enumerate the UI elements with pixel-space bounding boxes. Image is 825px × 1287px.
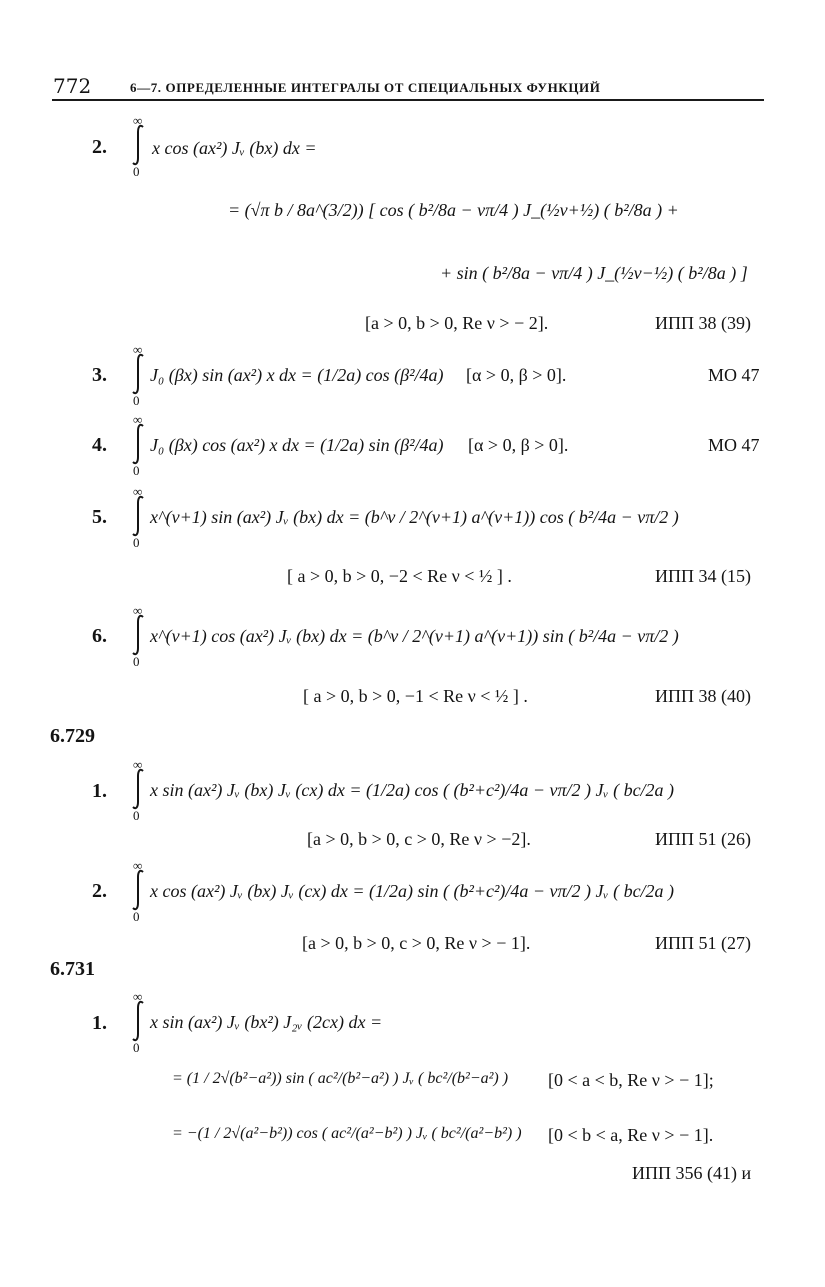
integral-sign-icon <box>130 423 146 465</box>
integral-lower-limit: 0 <box>133 393 140 408</box>
integral-upper-limit: ∞ <box>133 858 143 873</box>
reference: МО 47 <box>708 365 760 385</box>
formula: J₀ (βx) cos (ax²) x dx = (1/2a) sin (β²/4a) <box>150 435 444 455</box>
formula-line: + sin ( b²/8a − νπ/4 ) J_(½ν−½) ( b²/8a ) ] <box>440 263 748 283</box>
integral-sign-icon <box>130 353 146 395</box>
entry-number: 2. <box>92 136 107 158</box>
integral-upper-limit: ∞ <box>133 113 143 128</box>
reference: ИПП 51 (26) <box>655 829 751 849</box>
integral-sign-icon <box>130 495 146 537</box>
reference: МО 47 <box>708 435 760 455</box>
entry-number: 6. <box>92 625 107 647</box>
integral-upper-limit: ∞ <box>133 342 143 357</box>
integral-lower-limit: 0 <box>133 463 140 478</box>
formula-line: x sin (ax²) Jᵥ (bx²) J₂ᵥ (2cx) dx = <box>150 1012 383 1032</box>
condition: [α > 0, β > 0]. <box>466 365 567 385</box>
running-title: 6—7. ОПРЕДЕЛЕННЫЕ ИНТЕГРАЛЫ ОТ СПЕЦИАЛЬНЫХ ФУНКЦИЙ <box>130 80 601 95</box>
integral-sign-icon <box>130 614 146 656</box>
integral-upper-limit: ∞ <box>133 603 143 618</box>
integral-sign-icon <box>130 124 146 166</box>
entry-number: 1. <box>92 1012 107 1034</box>
formula-line: = −(1 / 2√(a²−b²)) cos ( ac²/(a²−b²) ) Jᵥ ( bc²/(a²−b²) ) <box>172 1125 522 1142</box>
integral-upper-limit: ∞ <box>133 757 143 772</box>
entry-number: 3. <box>92 364 107 386</box>
condition: [0 < b < a, Re ν > − 1]. <box>548 1125 714 1145</box>
condition: [a > 0, b > 0, Re ν > − 2]. <box>365 313 549 333</box>
formula: J₀ (βx) sin (ax²) x dx = (1/2a) cos (β²/4a) <box>150 365 444 385</box>
condition: [α > 0, β > 0]. <box>468 435 569 455</box>
formula-line: = (√π b / 8a^(3/2)) [ cos ( b²/8a − νπ/4 ) J_(½ν+½) ( b²/8a ) + <box>228 200 679 220</box>
integral-lower-limit: 0 <box>133 909 140 924</box>
condition: [a > 0, b > 0, c > 0, Re ν > − 1]. <box>302 933 531 953</box>
integral-sign-icon <box>130 869 146 911</box>
integral-sign-icon <box>130 1000 146 1042</box>
integral-lower-limit: 0 <box>133 1040 140 1055</box>
section-number: 6.731 <box>50 958 95 980</box>
reference: ИПП 38 (40) <box>655 686 751 706</box>
formula: x^(ν+1) sin (ax²) Jᵥ (bx) dx = (b^ν / 2^(ν+1) a^(ν+1)) cos ( b²/4a − νπ/2 ) <box>150 507 679 527</box>
integral-upper-limit: ∞ <box>133 989 143 1004</box>
entry-number: 4. <box>92 434 107 456</box>
reference: ИПП 356 (41) и <box>632 1163 752 1183</box>
page-number: 772 <box>53 74 92 98</box>
formula: x cos (ax²) Jᵥ (bx) Jᵥ (cx) dx = (1/2a) sin ( (b²+c²)/4a − νπ/2 ) Jᵥ ( bc/2a ) <box>150 881 675 901</box>
integral-upper-limit: ∞ <box>133 484 143 499</box>
condition: [0 < a < b, Re ν > − 1]; <box>548 1070 714 1090</box>
reference: ИПП 51 (27) <box>655 933 751 953</box>
entry-number: 2. <box>92 880 107 902</box>
section-number: 6.729 <box>50 725 95 747</box>
entry-number: 1. <box>92 780 107 802</box>
condition: [a > 0, b > 0, c > 0, Re ν > −2]. <box>307 829 531 849</box>
reference: ИПП 34 (15) <box>655 566 751 586</box>
entry-number: 5. <box>92 506 107 528</box>
integral-lower-limit: 0 <box>133 164 140 179</box>
formula-line: = (1 / 2√(b²−a²)) sin ( ac²/(b²−a²) ) Jᵥ ( bc²/(b²−a²) ) <box>172 1070 509 1087</box>
header-rule <box>52 99 764 101</box>
integral-lower-limit: 0 <box>133 808 140 823</box>
formula-line: x cos (ax²) Jᵥ (bx) dx = <box>152 138 317 158</box>
integral-lower-limit: 0 <box>133 654 140 669</box>
integral-sign-icon <box>130 768 146 810</box>
formula: x sin (ax²) Jᵥ (bx) Jᵥ (cx) dx = (1/2a) cos ( (b²+c²)/4a − νπ/2 ) Jᵥ ( bc/2a ) <box>150 780 675 800</box>
formula: x^(ν+1) cos (ax²) Jᵥ (bx) dx = (b^ν / 2^(ν+1) a^(ν+1)) sin ( b²/4a − νπ/2 ) <box>150 626 679 646</box>
reference: ИПП 38 (39) <box>655 313 751 333</box>
integral-upper-limit: ∞ <box>133 412 143 427</box>
integral-lower-limit: 0 <box>133 535 140 550</box>
condition: [ a > 0, b > 0, −2 < Re ν < ½ ] . <box>287 566 512 586</box>
condition: [ a > 0, b > 0, −1 < Re ν < ½ ] . <box>303 686 528 706</box>
